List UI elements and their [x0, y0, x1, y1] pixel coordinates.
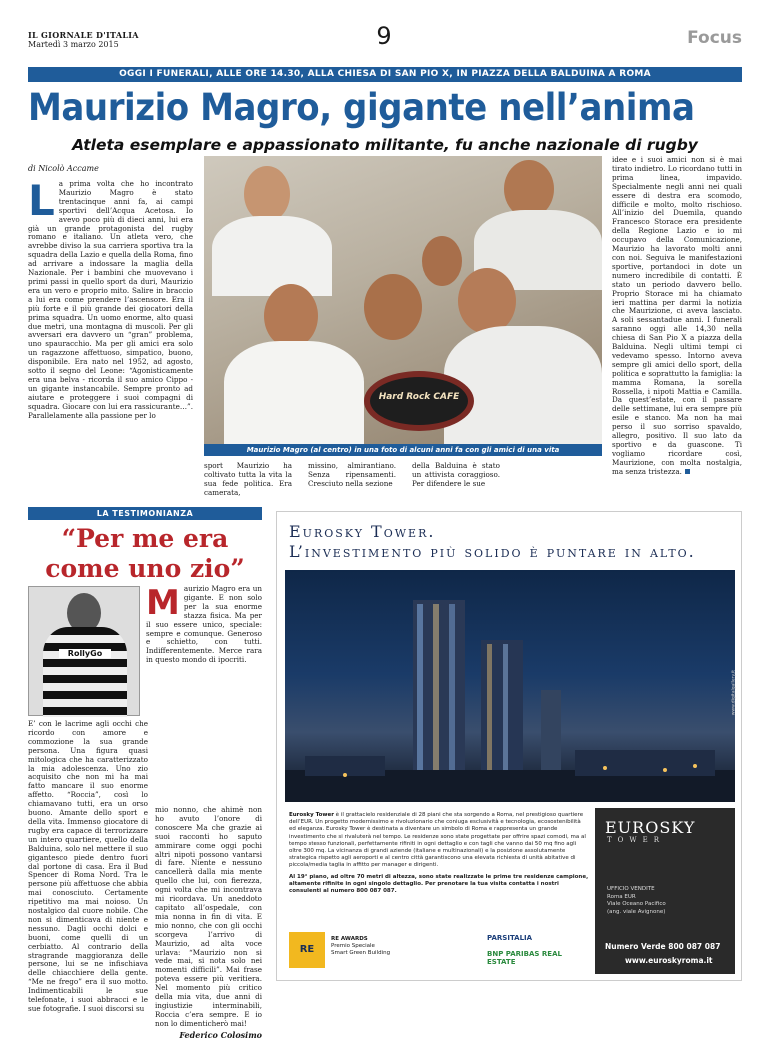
ad-body [289, 812, 589, 895]
ad-body-text: è il grattacielo residenziale di 28 piani che sta sorgendo a Roma, nel prestigioso quartiere dell’EUR. Un progetto modernissimo e rivoluzionario che coniuga esclusività e tecnologia, ecosostenibilità ed eleganza. Eurosky Tower è destinata a diventare un simbolo di Roma e rappresenta un grande investimento che si rivaluterà nel tempo. Le residenze sono state progettate per offrire spazi comodi, ma al tempo stesso funzionali, perfettamente rifiniti in ogni dettaglio e con tagli che vanno dai 50 mq fino agli oltre 300 mq. La vicinanza di grandi aziende (italiane e multinazionali) e la posizione assolutamente strategica rispetto agli aeroporti e al centro città garantiscono una elevata richiesta di unità abitative di piccola/media taglia in affitto per manager e dirigenti. [289, 812, 586, 869]
mini-column-1: sport Maurizio ha coltivato tutta la vita la sua fede politica. Era camerata, [204, 461, 292, 497]
article-headline: Maurizio Magro, gigante nell’anima [28, 86, 695, 129]
testimony-column-2-text: mio nonno, che ahimè non ho avuto l’onore di conoscere Ma che grazie ai suoi racconti ho saputo ammirare come oggi pochi altri nipoti possono vantarsi di fare. Niente e nessuno cancellerà dalla mia mente quello che lui, con fierezza, ogni volta che mi incontrava mi ricordava. Un aneddoto capitato all’ospedale, con mia nonna in fin di vita. E mio nonno, che con gli occhi scorgeva l’arrivo di Maurizio, ad alta voce urlava: “Maurizio non si vede mai, si nota solo nei momenti difficili”. Mai frase poteva essere più veritiera. Nel momento più critico della mia vita, due anni di ingiustizie interminabili, Roccia c’era sempre. E io non lo dimenticherò mai! [155, 805, 262, 1028]
ad-body-bold: Eurosky Tower [289, 812, 334, 818]
ad-contact-panel [595, 808, 735, 974]
page-number: 9 [376, 22, 392, 50]
testimony-column-1-cont [28, 720, 148, 1014]
photo-sign-text: Hard Rock CAFE [378, 392, 460, 402]
ad-brand: EUROSKY [605, 818, 696, 837]
ad-brand-sub: TOWER [607, 836, 665, 844]
testimony-label: LA TESTIMONIANZA [28, 507, 262, 520]
award-line-3: Smart Green Building [331, 950, 391, 956]
article-column-right-text: idee e i suoi amici non si è mai tirato indietro. Lo ricordano tutti in prima linea, impavido. Specialmente negli anni nei quali essere di destra era scomodo, difficile e molto, molto rischioso. All’inizio del Duemila, quando Francesco Storace era presidente della Regione Lazio e io mi occupavo della Comunicazione, Maurizio ha lavorato molti anni con noi. Seguiva le manifestazioni sportive, portandoci in dote un numero incredibile di contatti. È stato un periodo davvero bello. Proprio Storace mi ha chiamato ieri mattina per darmi la notizia che Maurizione, ci aveva lasciato. A soli sessantadue anni. I funerali saranno oggi alle 14,30 nella chiesa di San Pio X a piazza della Balduina. Negli ultimi tempi ci vedevamo spesso. Intorno aveva sempre gli amici dello sport, della politica e soprattutto la famiglia: la mamma Romana, la sorella Rossella, i nipoti Mattia e Camilla. Da quest’estate, con il passare delle settimane, lui era sempre più esile e stanco. Ma non ha mai perso il suo sorriso spavaldo, allegro, positivo. Il suo lato da sportivo e da guascone. Ti vogliamo ricordare così, Maurizione, con molta nostalgia, ma senza tristezza. [612, 155, 742, 476]
office-line-1: UFFICIO VENDITE [607, 886, 655, 892]
testimony-column-1-text: aurizio Magro era un gigante. E non solo per la sua enorme stazza fisica. Ma per il suo essere unico, speciale: sempre e comunque. Generoso e schietto, con tutti. Indifferentemente. Merce rara in questo mondo di ipocriti. [146, 584, 262, 665]
eurosky-advertisement [276, 511, 742, 981]
award-text [331, 936, 390, 957]
player-shirt-logo: RollyGo [59, 649, 111, 658]
tower-skyline-illustration [285, 570, 735, 802]
office-line-4: (ang. viale Avignone) [607, 908, 666, 915]
article-subhead: Atleta esemplare e appassionato militante, fu anche nazionale di rugby [72, 136, 698, 154]
ad-website: www.euroskyroma.it [625, 956, 713, 965]
ad-image-credit: www.digitalgallery.it [731, 670, 736, 716]
ad-logos [289, 932, 589, 976]
ad-office-address [607, 886, 666, 916]
sponsor-parsitalia: PARSITALIA [487, 934, 533, 942]
ad-phone: Numero Verde 800 087 087 [605, 942, 721, 951]
award-badge-icon: RE [289, 932, 325, 968]
ad-body-2: Al 19° piano, ad oltre 70 metri di altezza, sono state realizzate le prime tre residenze campione, altamente rifinite in ogni singolo dettaglio. Per prenotare la tua visita contatta i nostri consulenti al numero 800 087 087. [289, 873, 589, 895]
article-kicker: OGGI I FUNERALI, ALLE ORE 14.30, ALLA CHIESA DI SAN PIO X, IN PIAZZA DELLA BALDUINA A ROMA [28, 67, 742, 82]
ad-title: Eurosky Tower. [289, 522, 436, 541]
article-column-right [612, 156, 742, 477]
testimony-drop-cap: M [146, 583, 180, 623]
office-line-3: Viale Oceano Pacifico [607, 901, 666, 907]
testimony-title: “Per me era come uno zio” [45, 524, 245, 583]
testimony-column-1-top [146, 585, 262, 665]
section-name: Focus [687, 28, 742, 48]
newspaper-name: IL GIORNALE D'ITALIA [28, 30, 139, 40]
testimony-signature: Federico Colosimo [179, 1029, 262, 1040]
award-line-2: Premio Speciale [331, 943, 375, 949]
drop-cap: L [28, 176, 55, 225]
mini-column-3: della Balduina è stato un attivista coraggioso. Per difendere le sue [412, 461, 500, 488]
ad-tower-image [285, 570, 735, 802]
masthead-left [28, 30, 139, 50]
office-line-2: Roma EUR [607, 893, 636, 900]
article-photo [204, 156, 602, 444]
mini-column-2: missino, almirantiano. Senza ripensamenti. Cresciuto nella sezione [308, 461, 396, 488]
article-column-1-text: a prima volta che ho incontrato Maurizio Magro è stato trentacinque anni fa, ai campi sportivi dell’Acqua Acetosa. Io avevo poco più di dieci anni, lui era già un grande protagonista del rugby romano e italiano. Un atleta vero, che avrebbe diviso la sua carriera sportiva tra la squadra della Lazio e quella della Roma, fino ad arrivare a indossare la maglia della Nazionale. Per i bambini che muovevano i primi passi in quello sport da duri, Maurizio era un vero e proprio mito. Salire in braccio a lui era come prendere l’ascensore. Era il più forte e il più grande dei giocatori della prima squadra. Un uomo enorme, alto quasi due metri, una montagna di muscoli. Per gli avversari era davvero un “gran” problema, uno spauracchio. Ma per gli amici era solo un ragazzone affettuoso, simpatico, buono, disponibile. Era nato nel 1952, ad agosto, sotto il segno del Leone: “Agonisticamente era una belva - ricorda il suo amico Cippo - un gigante instancabile. Sempre pronto ad aiutare e proteggere i suoi compagni di squadra. Giocare con lui era rassicurante…”. Parallelamente alla passione per lo [28, 179, 193, 420]
ad-subtitle: L’investimento più solido è puntare in alto. [289, 542, 696, 561]
article-column-1 [28, 176, 193, 420]
testimony-column-2 [155, 806, 262, 1040]
photo-caption: Maurizio Magro (al centro) in una foto di alcuni anni fa con gli amici di una vita [204, 444, 602, 456]
article-byline: di Nicolò Accame [28, 164, 99, 173]
sponsor-bnp-paribas: BNP PARIBAS REAL ESTATE [487, 950, 562, 966]
testimony-column-1-cont-text: E’ con le lacrime agli occhi che ricordo con amore e commozione la sua grande persona. Una figura quasi mitologica che ha caratterizzato la mia adolescenza. Uno zio acquisito che non mi ha mai fatto mancare il suo enorme affetto. “Roccia”, così lo chiamavano tutti, era un orso buono. Amante dello sport e della vita. Immenso giocatore di rugby era capace di terrorizzare un intero quartiere, quello della Balduina, solo nel mettere il suo gigantesco piede dentro fuori dal portone di casa. Era il Bud Spencer di Roma Nord. Tra le persone più affettuose che abbia mai conosciuto. Certamente ripetitivo ma mai noioso. Un nostalgico dal cuore nobile. Che non si dimenticava di niente e nessuno. Dagli occhi dolci e buoni, come quelli di un cerbiatto. Al contrario della stragrande maggioranza delle persone, lui se ne infischiava delle chiacchiere della gente. “Me ne frego” era il suo motto. Indimenticabili le sue telefonate, i suoi abbracci e le sue fotografie. I suoi discorsi su [28, 719, 148, 1013]
award-line-1: RE AWARDS [331, 936, 368, 942]
issue-date: Martedì 3 marzo 2015 [28, 40, 119, 49]
end-mark-icon [685, 469, 690, 474]
rugby-player-photo [28, 586, 140, 716]
